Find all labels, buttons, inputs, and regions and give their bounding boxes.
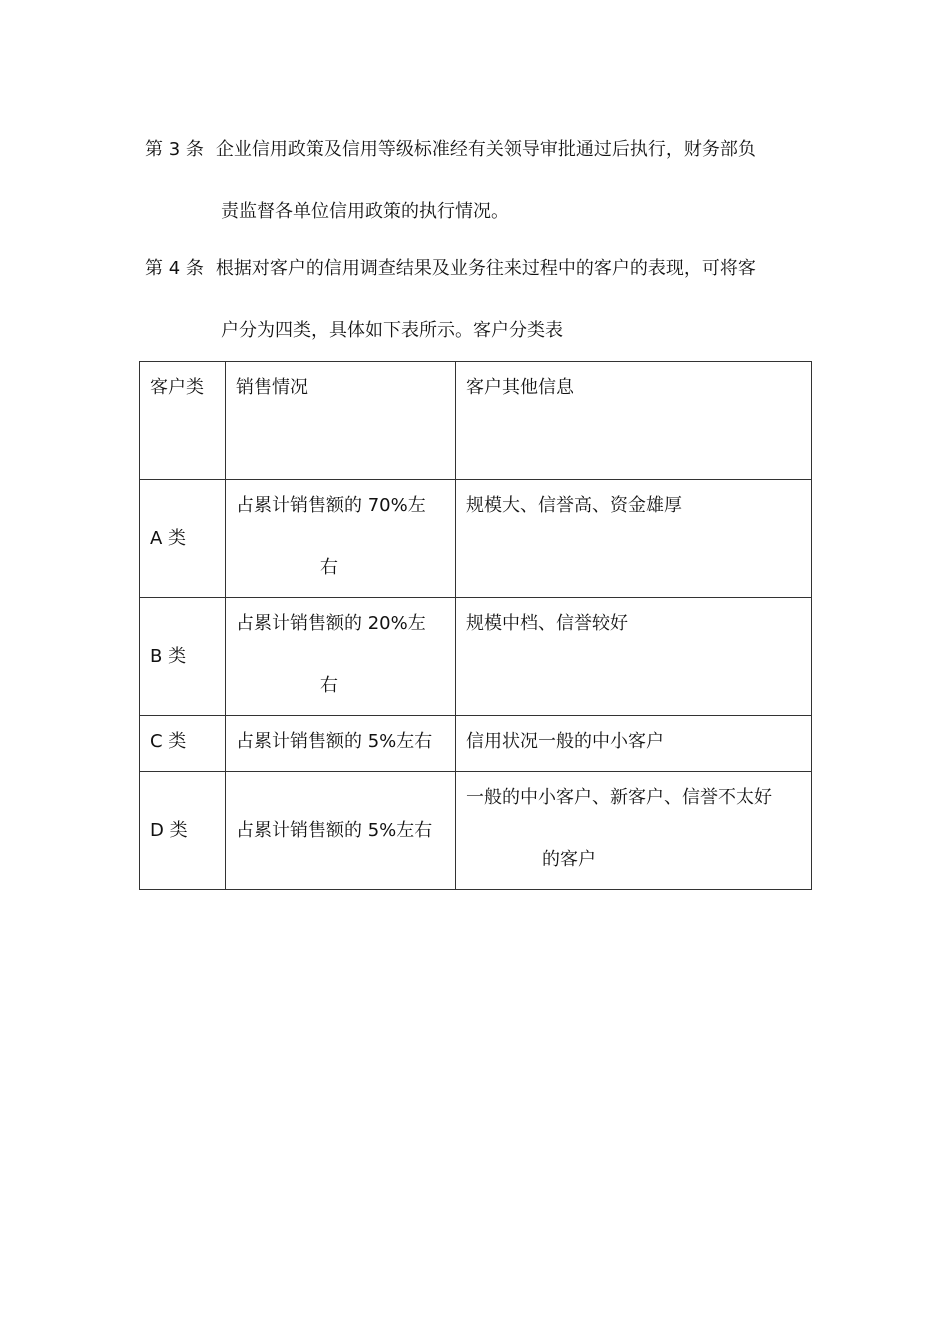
article-4-label: 第 4 条	[145, 258, 204, 279]
table-row	[140, 480, 812, 598]
info-line1: 规模中档、信誉较好	[466, 613, 628, 634]
article-4-line2	[221, 319, 563, 343]
info-cell	[456, 480, 812, 598]
header-cell-sales: 销售情况	[226, 362, 456, 480]
info-cell	[456, 598, 812, 716]
table-row	[140, 598, 812, 716]
info-line2: 的客户	[542, 849, 596, 870]
info-line1: 一般的中小客户、新客户、信誉不太好	[466, 787, 772, 808]
sales-line2: 右	[320, 557, 338, 578]
category-cell: D 类	[140, 772, 226, 890]
article-3-line2	[221, 200, 509, 224]
article-4-line1	[145, 257, 756, 281]
info-cell	[456, 772, 812, 890]
sales-line2: 右	[320, 675, 338, 696]
sales-cell	[226, 598, 456, 716]
info-line1: 规模大、信誉高、资金雄厚	[466, 495, 682, 516]
sales-line1: 占累计销售额的 20%左	[236, 613, 426, 634]
category-cell: A 类	[140, 480, 226, 598]
category-cell: B 类	[140, 598, 226, 716]
article-3-label: 第 3 条	[145, 139, 204, 160]
customer-classification-table	[139, 361, 812, 890]
sales-cell	[226, 480, 456, 598]
article-4-text-line2: 户分为四类，具体如下表所示。客户分类表	[221, 320, 563, 341]
article-4-text-line1: 根据对客户的信用调查结果及业务往来过程中的客户的表现，可将客	[215, 258, 756, 279]
sales-cell: 占累计销售额的 5%左右	[226, 772, 456, 890]
header-cell-category: 客户类	[140, 362, 226, 480]
table-header-row	[140, 362, 812, 480]
article-3-line1	[145, 138, 756, 162]
sales-line1: 占累计销售额的 70%左	[236, 495, 426, 516]
info-cell: 信用状况一般的中小客户	[456, 716, 812, 772]
category-cell: C 类	[140, 716, 226, 772]
sales-cell: 占累计销售额的 5%左右	[226, 716, 456, 772]
table-row	[140, 716, 812, 772]
article-3-text-line1: 企业信用政策及信用等级标准经有关领导审批通过后执行，财务部负	[215, 139, 756, 160]
article-3-text-line2: 责监督各单位信用政策的执行情况。	[221, 201, 509, 222]
header-cell-info: 客户其他信息	[456, 362, 812, 480]
table-row	[140, 772, 812, 890]
